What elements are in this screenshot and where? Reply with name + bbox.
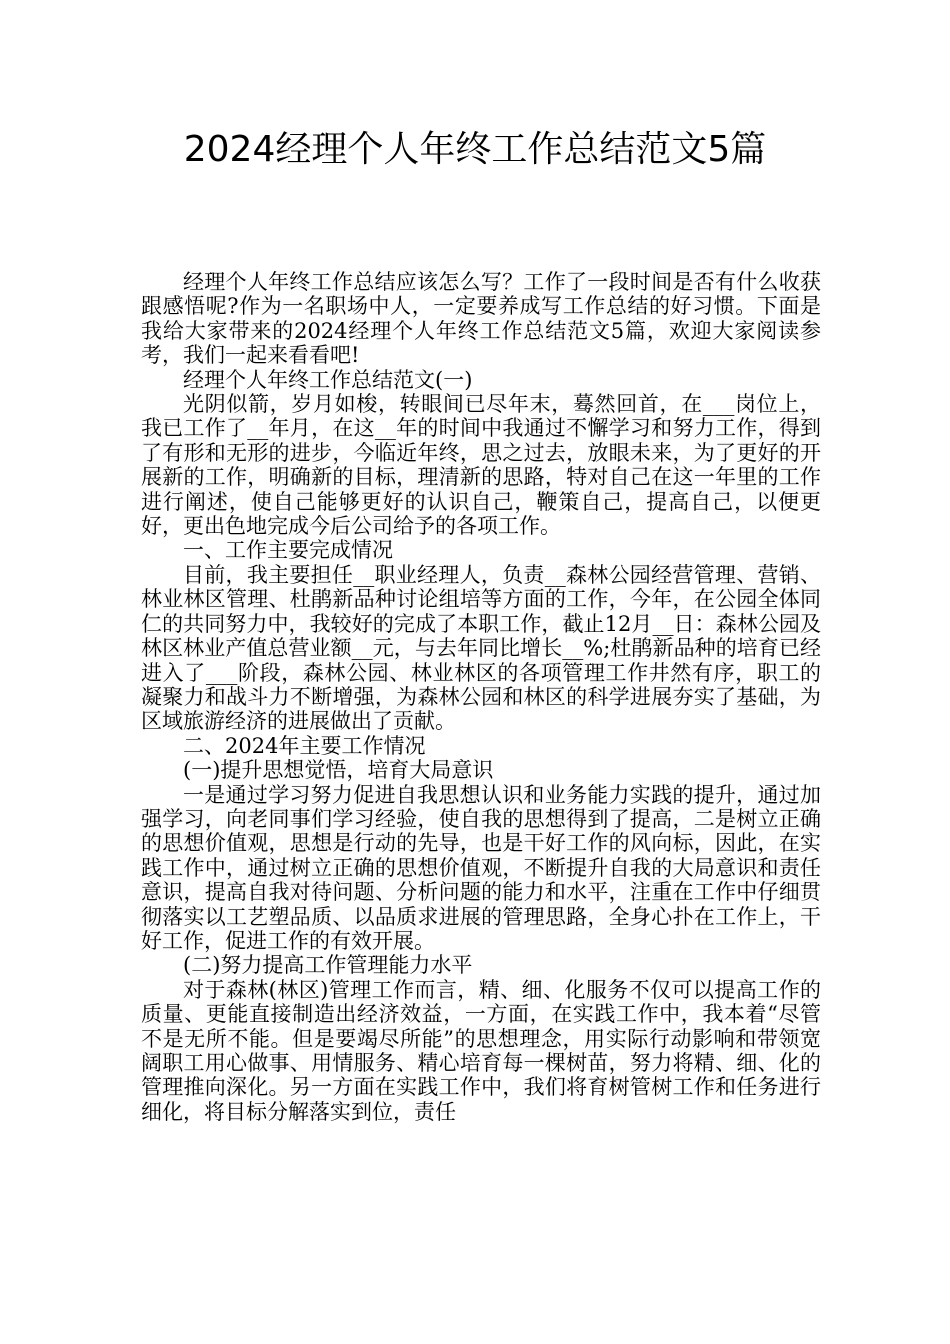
- paragraph: 光阴似箭，岁月如梭，转眼间已尽年末，蓦然回首，在___岗位上，我已工作了__年月，在这__年的时间中我通过不懈学习和努力工作，得到了有形和无形的进步，今临近年终，思之过去，放眼未来，为了更好的开展新的工作，明确新的目标，理清新的思路，特对自己在这一年里的工作进行阐述，使自己能够更好的认识自己，鞭策自己，提高自己，以便更好，更出色地完成今后公司给予的各项工作。: [141, 392, 821, 539]
- paragraph-subheading: (二)努力提高工作管理能力水平: [183, 953, 473, 978]
- paragraph: 对于森林(林区)管理工作而言，精、细、化服务不仅可以提高工作的质量、更能直接制造出经济效益，一方面，在实践工作中，我本着“尽管不是无所不能。但是要竭尽所能”的思想理念，用实际行动影响和带领宽阔职工用心做事、用情服务、精心培育每一棵树苗，努力将精、细、化的管理推向深化。另一方面在实践工作中，我们将育树管树工作和任务进行细化，将目标分解落实到位，责任: [141, 977, 821, 1124]
- document-title: 2024经理个人年终工作总结范文5篇: [183, 129, 767, 170]
- paragraph: 目前，我主要担任__职业经理人，负责__森林公园经营管理、营销、林业林区管理、杜鹃新品种讨论组培等方面的工作，今年，在公园全体同仁的共同努力中，我较好的完成了本职工作，截止12月__日：森林公园及林区林业产值总营业额__元，与去年同比增长__%;杜鹃新品种的培育已经进入了___阶段，森林公园、林业林区的各项管理工作井然有序，职工的凝聚力和战斗力不断增强，为森林公园和林区的科学进展夯实了基础，为区域旅游经济的进展做出了贡献。: [141, 562, 821, 734]
- paragraph: 一是通过学习努力促进自我思想认识和业务能力实践的提升，通过加强学习，向老同事们学习经验，使自我的思想得到了提高，二是树立正确的思想价值观，思想是行动的先导，也是干好工作的风向标，因此，在实践工作中，通过树立正确的思想价值观，不断提升自我的大局意识和责任意识，提高自我对待问题、分析问题的能力和水平，注重在工作中仔细贯彻落实以工艺塑品质、以品质求进展的管理思路，全身心扑在工作上，干好工作，促进工作的有效开展。: [141, 782, 821, 953]
- paragraph-subheading: (一)提升思想觉悟，培育大局意识: [183, 758, 494, 783]
- paragraph-heading: 二、2024年主要工作情况: [183, 733, 426, 758]
- paragraph-heading: 一、工作主要完成情况: [183, 538, 393, 563]
- paragraph-intro: 经理个人年终工作总结应该怎么写？工作了一段时间是否有什么收获跟感悟呢?作为一名职场中人，一定要养成写工作总结的好习惯。下面是我给大家带来的2024经理个人年终工作总结范文5篇，欢迎大家阅读参考，我们一起来看看吧!: [141, 270, 821, 368]
- paragraph-section-heading: 经理个人年终工作总结范文(一): [183, 367, 473, 392]
- document-body: [141, 270, 821, 1124]
